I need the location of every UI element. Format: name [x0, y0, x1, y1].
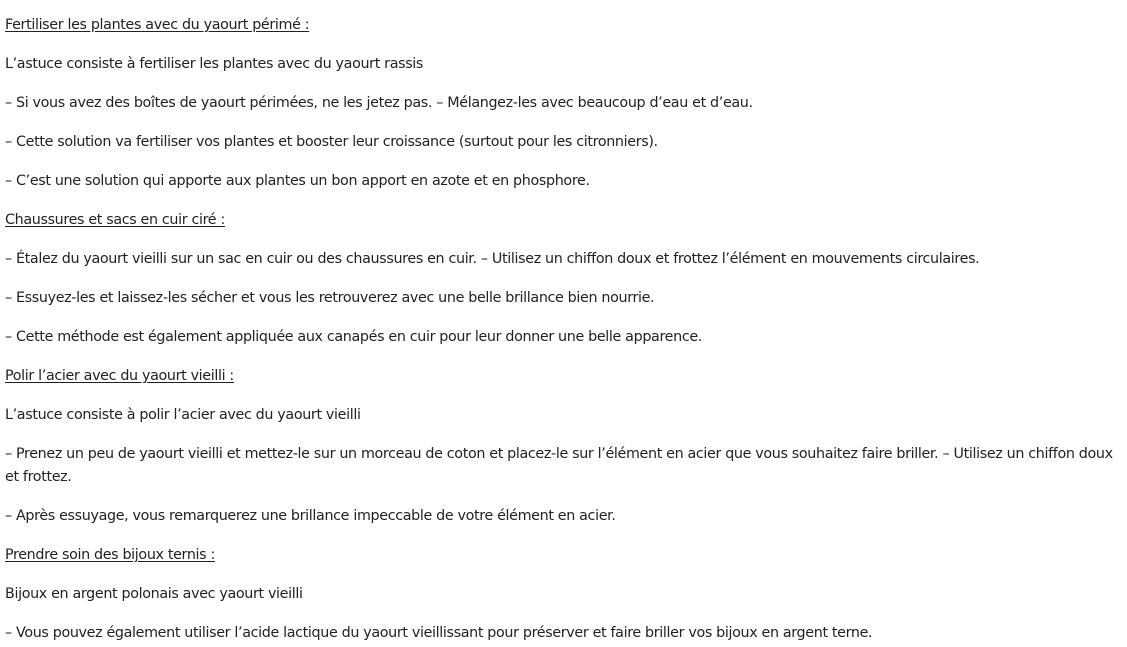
section-heading-fertiliser: Fertiliser les plantes avec du yaourt périmé :: [5, 17, 310, 33]
paragraph: – Prenez un peu de yaourt vieilli et mettez-le sur un morceau de coton et placez-le sur l’élément en acier que vous souhaitez faire briller. – Utilisez un chiffon doux et frottez.: [5, 446, 1113, 485]
paragraph: L’astuce consiste à polir l’acier avec du yaourt vieilli: [5, 407, 361, 423]
paragraph: – Cette solution va fertiliser vos plantes et booster leur croissance (surtout pour les citronniers).: [5, 134, 658, 150]
section-heading-bijoux: Prendre soin des bijoux ternis :: [5, 547, 215, 563]
paragraph: – Après essuyage, vous remarquerez une brillance impeccable de votre élément en acier.: [5, 508, 616, 524]
paragraph: Bijoux en argent polonais avec yaourt vieilli: [5, 586, 303, 602]
paragraph: – Vous pouvez également utiliser l’acide lactique du yaourt vieillissant pour préserver et faire briller vos bijoux en argent terne.: [5, 625, 873, 641]
section-heading-polir-acier: Polir l’acier avec du yaourt vieilli :: [5, 368, 234, 384]
paragraph: – C’est une solution qui apporte aux plantes un bon apport en azote et en phosphore.: [5, 173, 590, 189]
section-heading-chaussures: Chaussures et sacs en cuir ciré :: [5, 212, 225, 228]
paragraph: – Étalez du yaourt vieilli sur un sac en cuir ou des chaussures en cuir. – Utilisez un chiffon doux et frottez l’élément en mouvements circulaires.: [5, 251, 980, 267]
paragraph: – Si vous avez des boîtes de yaourt périmées, ne les jetez pas. – Mélangez-les avec beaucoup d’eau et d’eau.: [5, 95, 753, 111]
paragraph: – Cette méthode est également appliquée aux canapés en cuir pour leur donner une belle apparence.: [5, 329, 702, 345]
paragraph: L’astuce consiste à fertiliser les plantes avec du yaourt rassis: [5, 56, 424, 72]
paragraph: – Essuyez-les et laissez-les sécher et vous les retrouverez avec une belle brillance bien nourrie.: [5, 290, 655, 306]
